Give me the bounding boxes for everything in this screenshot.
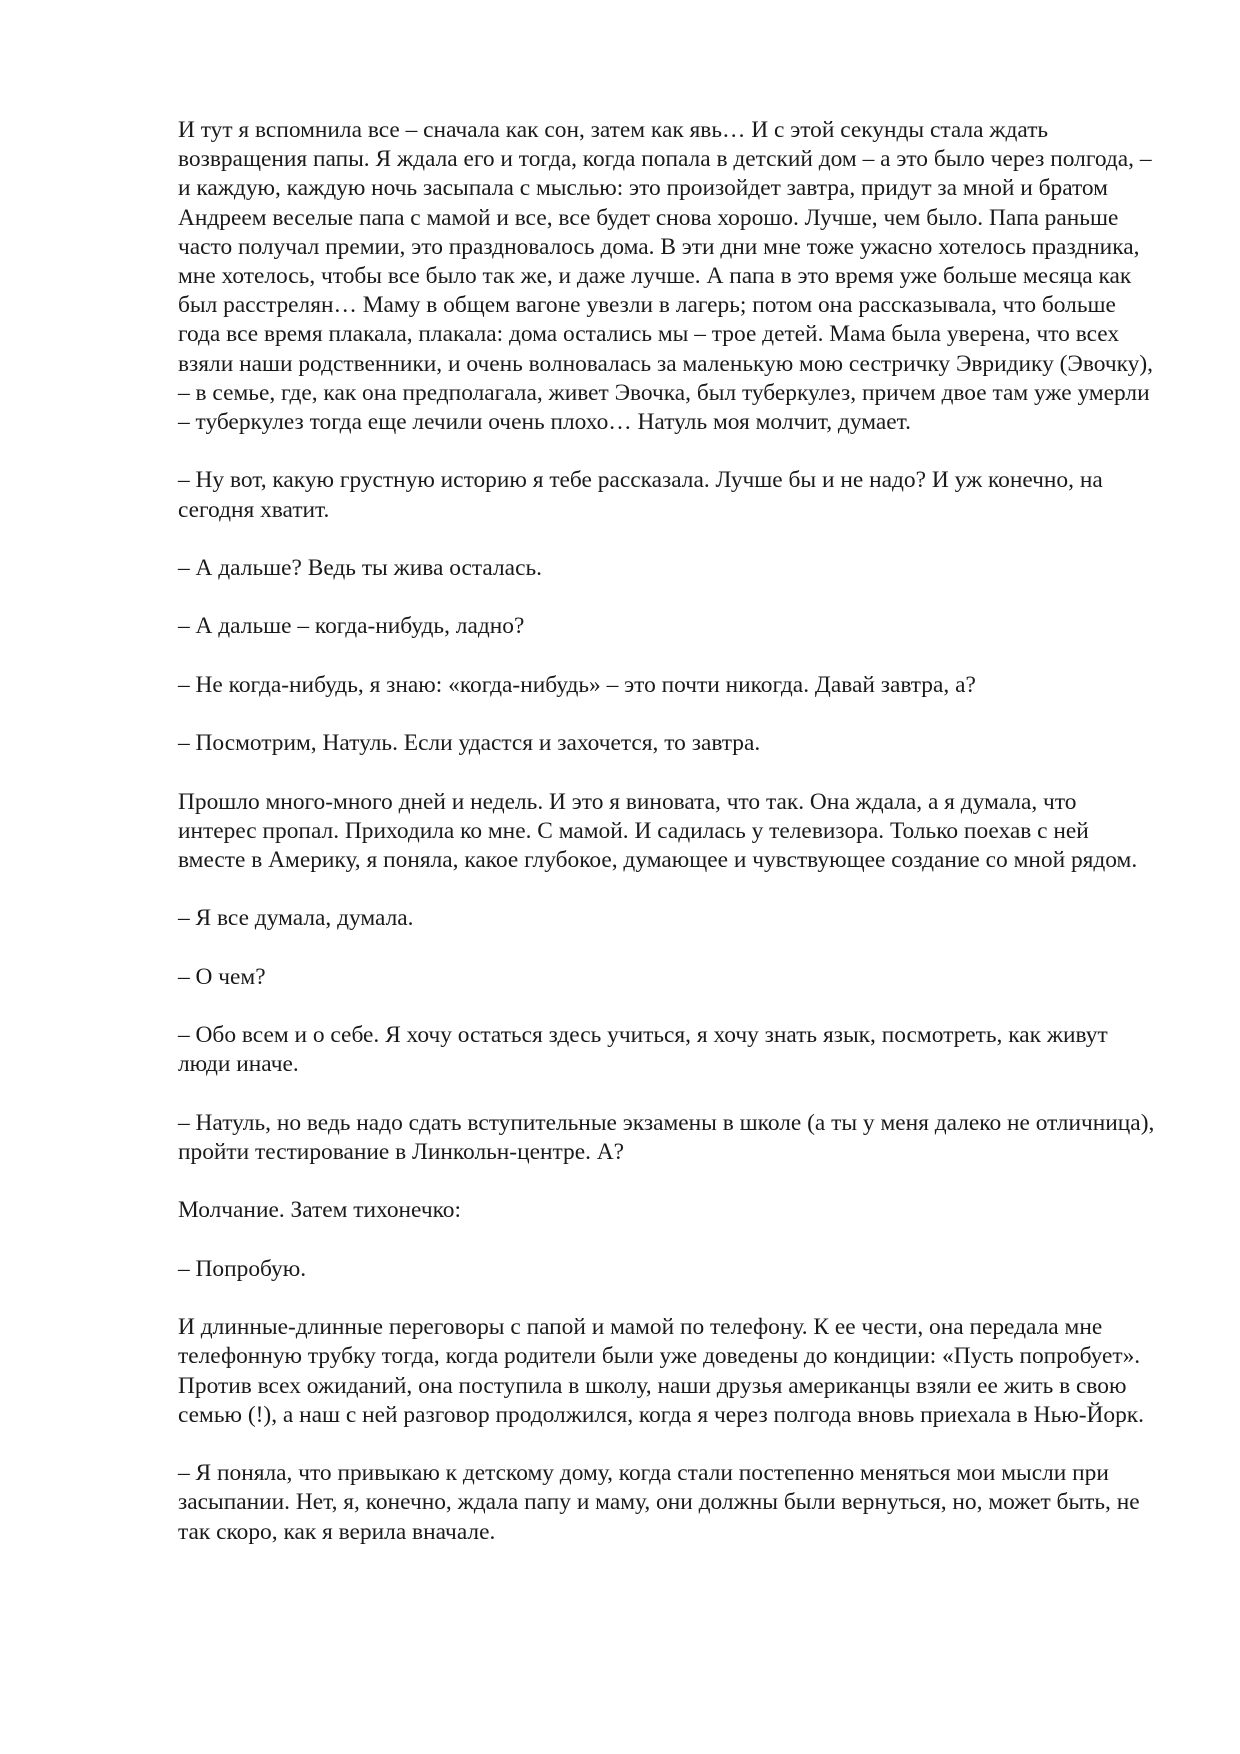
paragraph: – Ну вот, какую грустную историю я тебе рассказала. Лучше бы и не надо? И уж конечно, на сегодня хватит.	[178, 467, 1103, 523]
paragraph: – Попробую.	[178, 1255, 307, 1282]
paragraph: – А дальше? Ведь ты жива осталась.	[178, 555, 542, 582]
paragraph: – Не когда-нибудь, я знаю: «когда-нибудь» – это почти никогда. Давай завтра, а?	[178, 671, 976, 698]
paragraph: И длинные-длинные переговоры с папой и мамой по телефону. К ее чести, она передала мне телефонную трубку тогда, когда родители были уже доведены до кондиции: «Пусть попробует». Против всех ожиданий, она поступила в школу, наши друзья американцы взяли ее жить в свою семью (!), а наш с ней разговор продолжился, когда я через полгода вновь приехала в Нью-Йорк.	[178, 1314, 1144, 1428]
paragraph: – О чем?	[178, 963, 266, 990]
paragraph: – Я поняла, что привыкаю к детскому дому, когда стали постепенно меняться мои мысли при засыпании. Нет, я, конечно, ждала папу и маму, они должны были вернуться, но, может быть, не так скоро, как я верила вначале.	[178, 1460, 1140, 1545]
paragraph: Молчание. Затем тихонечко:	[178, 1197, 461, 1224]
paragraph: – Посмотрим, Натуль. Если удастся и захочется, то завтра.	[178, 730, 761, 757]
paragraph: – Натуль, но ведь надо сдать вступительные экзамены в школе (а ты у меня далеко не отличница), пройти тестирование в Линкольн-центре. А?	[178, 1109, 1155, 1165]
text-body	[178, 116, 1159, 1547]
paragraph: – Я все думала, думала.	[178, 905, 414, 932]
paragraph: – А дальше – когда-нибудь, ладно?	[178, 613, 525, 640]
paragraph: Прошло много-много дней и недель. И это я виновата, что так. Она ждала, а я думала, что интерес пропал. Приходила ко мне. С мамой. И садилась у телевизора. Только поехав с ней вместе в Америку, я поняла, какое глубокое, думающее и чувствующее создание со мной рядом.	[178, 788, 1138, 873]
paragraph: – Обо всем и о себе. Я хочу остаться здесь учиться, я хочу знать язык, посмотреть, как живут люди иначе.	[178, 1022, 1108, 1078]
paragraph: И тут я вспомнила все – сначала как сон, затем как явь… И с этой секунды стала ждать возвращения папы. Я ждала его и тогда, когда попала в детский дом – а это было через полгода, – и каждую, каждую ночь засыпала с мыслью: это произойдет завтра, придут за мной и братом Андреем веселые папа с мамой и все, все будет снова хорошо. Лучше, чем было. Папа раньше часто получал премии, это праздновалось дома. В эти дни мне тоже ужасно хотелось праздника, мне хотелось, чтобы все было так же, и даже лучше. А папа в это время уже больше месяца как был расстрелян… Маму в общем вагоне увезли в лагерь; потом она рассказывала, что больше года все время плакала, плакала: дома остались мы – трое детей. Мама была уверена, что всех взяли наши родственники, и очень волновалась за маленькую мою сестричку Эвридику (Эвочку), – в семье, где, как она предполагала, живет Эвочка, был туберкулез, причем двое там уже умерли – туберкулез тогда еще лечили очень плохо… Натуль моя молчит, думает.	[178, 117, 1153, 436]
